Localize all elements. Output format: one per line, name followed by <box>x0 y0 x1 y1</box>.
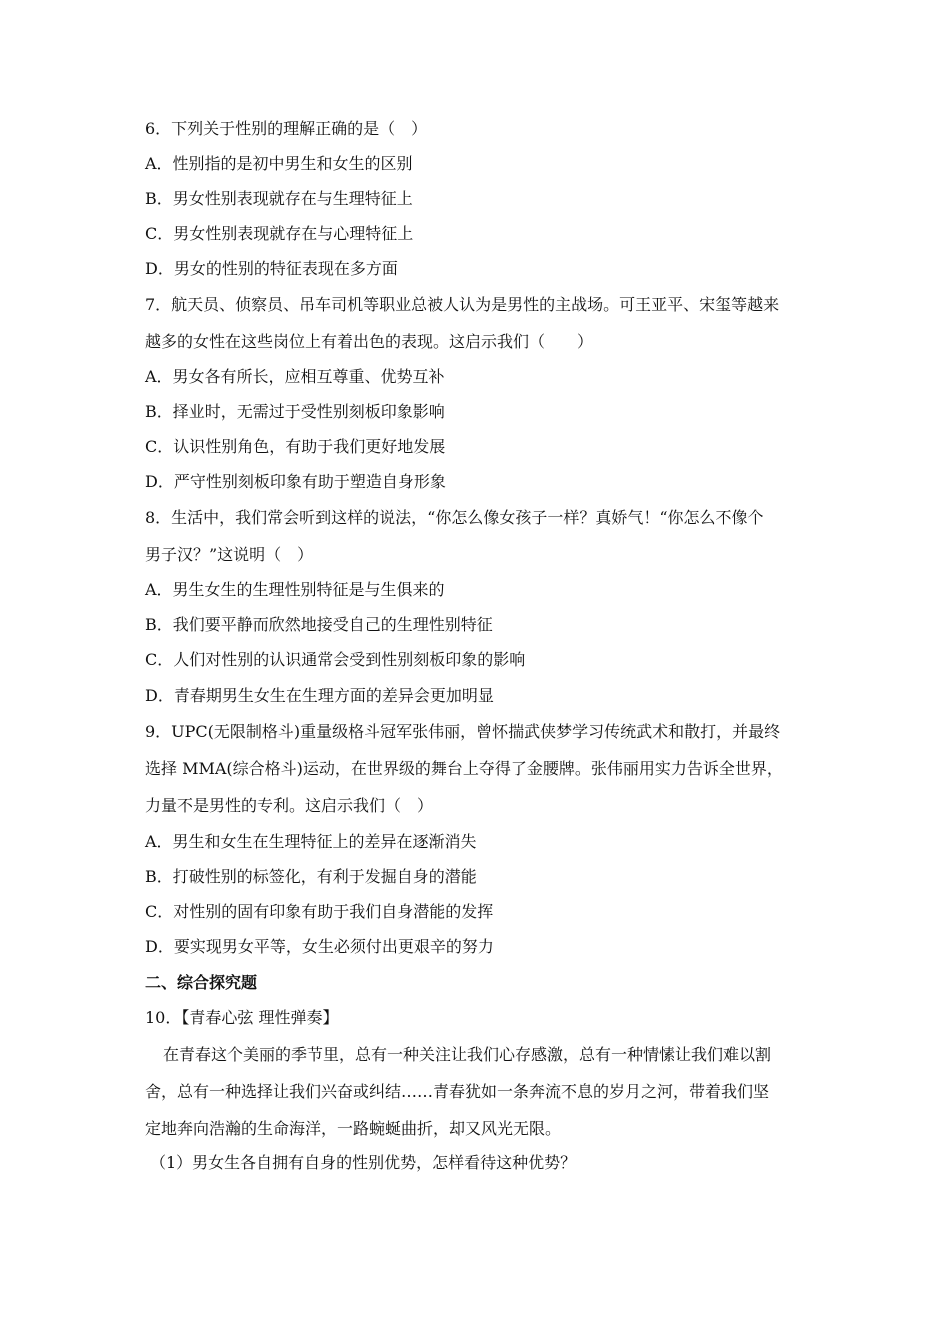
q6-option-a: A．性别指的是初中男生和女生的区别 <box>145 154 413 173</box>
q10-subquestion-1: （1）男女生各自拥有自身的性别优势，怎样看待这种优势？ <box>150 1153 577 1172</box>
q8-stem-line-2: 男子汉？”这说明（ ） <box>145 545 314 564</box>
q10-title: 10．【青春心弦 理性弹奏】 <box>145 1008 339 1027</box>
section-heading: 二、综合探究题 <box>145 973 258 992</box>
q9-stem-line-1: 9．UPC(无限制格斗)重量级格斗冠军张伟丽，曾怀揣武侠梦学习传统武术和散打，并最终 <box>145 722 781 741</box>
q8-stem-line-1: 8．生活中，我们常会听到这样的说法，“你怎么像女孩子一样？真娇气！“你怎么不像个 <box>145 508 764 527</box>
q8-option-d: D．青春期男生女生在生理方面的差异会更加明显 <box>145 686 494 705</box>
q7-option-d: D．严守性别刻板印象有助于塑造自身形象 <box>145 472 446 491</box>
q7-stem-line-2: 越多的女性在这些岗位上有着出色的表现。这启示我们（ ） <box>145 332 594 351</box>
q8-option-a: A．男生女生的生理性别特征是与生俱来的 <box>145 580 445 599</box>
q9-option-a: A．男生和女生在生理特征上的差异在逐渐消失 <box>145 832 477 851</box>
q8-option-b: B．我们要平静而欣然地接受自己的生理性别特征 <box>145 615 493 634</box>
q7-option-a: A．男女各有所长，应相互尊重、优势互补 <box>145 367 445 386</box>
q9-stem-line-2: 选择 MMA(综合格斗)运动，在世界级的舞台上夺得了金腰牌。张伟丽用实力告诉全世界， <box>145 759 783 778</box>
q10-passage-line-3: 定地奔向浩瀚的生命海洋，一路蜿蜒曲折，却又风光无限。 <box>145 1119 562 1138</box>
q10-passage-line-1: 在青春这个美丽的季节里，总有一种关注让我们心存感激，总有一种情愫让我们难以割 <box>163 1045 772 1064</box>
q7-option-c: C．认识性别角色，有助于我们更好地发展 <box>145 437 446 456</box>
q7-option-b: B．择业时，无需过于受性别刻板印象影响 <box>145 402 445 421</box>
q9-option-d: D．要实现男女平等，女生必须付出更艰辛的努力 <box>145 937 494 956</box>
q9-stem-line-3: 力量不是男性的专利。这启示我们（ ） <box>145 796 434 815</box>
q6-option-b: B．男女性别表现就存在与生理特征上 <box>145 189 413 208</box>
q9-option-b: B．打破性别的标签化，有利于发掘自身的潜能 <box>145 867 477 886</box>
q8-option-c: C．人们对性别的认识通常会受到性别刻板印象的影响 <box>145 650 526 669</box>
q6-option-c: C．男女性别表现就存在与心理特征上 <box>145 224 414 243</box>
q6-stem: 6．下列关于性别的理解正确的是（ ） <box>145 119 428 138</box>
q10-passage-line-2: 舍，总有一种选择让我们兴奋或纠结……青春犹如一条奔流不息的岁月之河，带着我们坚 <box>145 1082 770 1101</box>
q9-option-c: C．对性别的固有印象有助于我们自身潜能的发挥 <box>145 902 494 921</box>
q6-option-d: D．男女的性别的特征表现在多方面 <box>145 259 398 278</box>
q7-stem-line-1: 7．航天员、侦察员、吊车司机等职业总被人认为是男性的主战场。可王亚平、宋玺等越来 <box>145 295 780 314</box>
